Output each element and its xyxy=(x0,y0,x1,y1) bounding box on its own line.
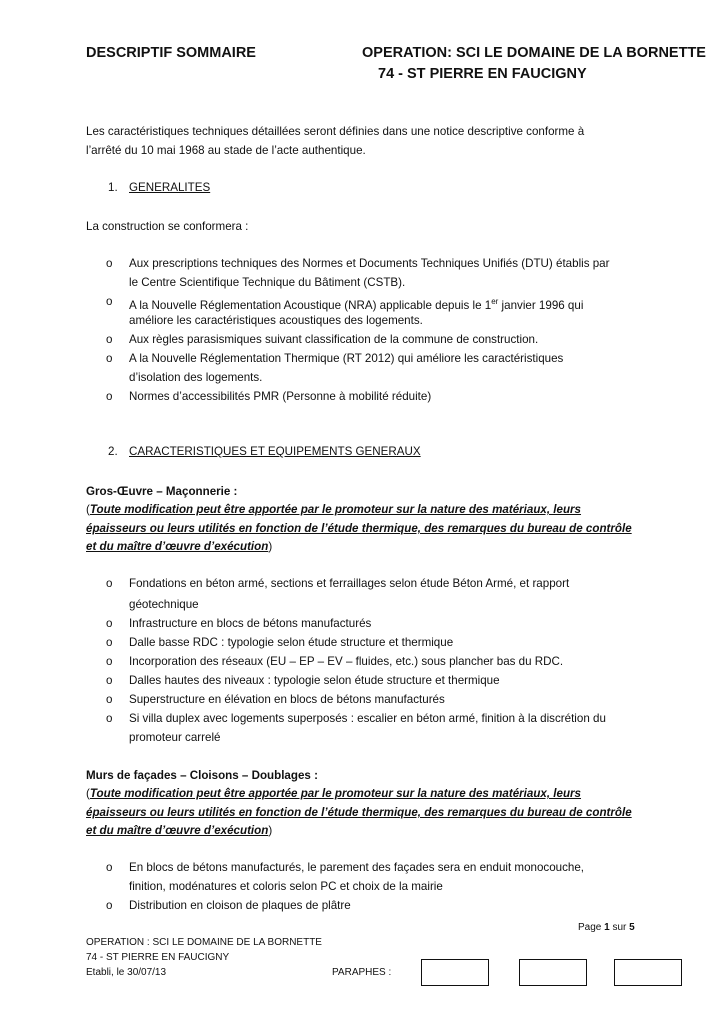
paren-open: ( xyxy=(86,787,90,800)
page-label: sur xyxy=(609,922,630,933)
section-heading: GENERALITES xyxy=(129,181,211,194)
bullet-marker: o xyxy=(106,295,113,308)
note-line xyxy=(86,784,581,803)
list-item: A la Nouvelle Réglementation Thermique (RT 2012) qui améliore les caractéristiques xyxy=(129,352,564,365)
note-line xyxy=(86,537,272,556)
paren-open: ( xyxy=(86,503,90,516)
list-item: Aux prescriptions techniques des Normes et Documents Techniques Unifiés (DTU) établis par xyxy=(129,257,610,270)
section-number: 2. xyxy=(108,445,118,458)
note-text: épaisseurs ou leurs utilités en fonction de l’étude thermique, des remarques du bureau de contrôle xyxy=(86,806,632,819)
list-item-continuation: géotechnique xyxy=(129,598,199,611)
bullet-marker: o xyxy=(106,712,113,725)
initials-box[interactable] xyxy=(519,959,587,986)
bullet-marker: o xyxy=(106,693,113,706)
bullet-marker: o xyxy=(106,655,113,668)
note-text: et du maître d’œuvre d’exécution xyxy=(86,824,269,837)
list-item: Aux règles parasismiques suivant classification de la commune de construction. xyxy=(129,333,539,346)
page-total: 5 xyxy=(629,922,635,933)
document-title: DESCRIPTIF SOMMAIRE xyxy=(86,45,256,61)
footer-date: Etabli, le 30/07/13 xyxy=(86,967,167,978)
intro-line: Les caractéristiques techniques détaillées seront définies dans une notice descriptive conforme à xyxy=(86,125,585,138)
note-text: Toute modification peut être apportée par le promoteur sur la nature des matériaux, leurs xyxy=(89,503,582,516)
list-item: Si villa duplex avec logements superposés : escalier en béton armé, finition à la discrétion du xyxy=(129,712,606,725)
list-item: En blocs de bétons manufacturés, le parement des façades sera en enduit monocouche, xyxy=(129,861,585,874)
list-item: Dalles hautes des niveaux : typologie selon étude structure et thermique xyxy=(129,674,500,687)
footer-location: 74 - ST PIERRE EN FAUCIGNY xyxy=(86,952,230,963)
note-text: et du maître d’œuvre d’exécution xyxy=(86,540,269,553)
section-number: 1. xyxy=(108,181,118,194)
page-label: Page xyxy=(578,922,605,933)
intro-line: l’arrêté du 10 mai 1968 au stade de l’acte authentique. xyxy=(86,144,366,157)
paren-close: ) xyxy=(268,824,273,837)
bullet-marker: o xyxy=(106,899,113,912)
bullet-marker: o xyxy=(106,636,113,649)
page-current: 1 xyxy=(604,922,610,933)
bullet-marker: o xyxy=(106,333,113,346)
page-number xyxy=(578,921,635,935)
bullet-marker: o xyxy=(106,861,113,874)
bullet-marker: o xyxy=(106,617,113,630)
list-item: Incorporation des réseaux (EU – EP – EV – fluides, etc.) sous plancher bas du RDC. xyxy=(129,655,564,668)
list-item-text: A la Nouvelle Réglementation Acoustique (NRA) applicable depuis le 1 xyxy=(129,298,492,312)
note-text: Toute modification peut être apportée par le promoteur sur la nature des matériaux, leurs xyxy=(89,787,582,800)
initials-box[interactable] xyxy=(421,959,489,986)
bullet-marker: o xyxy=(106,674,113,687)
list-item-continuation: d’isolation des logements. xyxy=(129,371,263,384)
subsection-heading: Gros-Œuvre – Maçonnerie : xyxy=(86,485,238,498)
list-item: Distribution en cloison de plaques de plâtre xyxy=(129,899,351,912)
footer-operation: OPERATION : SCI LE DOMAINE DE LA BORNETTE xyxy=(86,937,322,948)
subsection-heading: Murs de façades – Cloisons – Doublages : xyxy=(86,769,318,782)
initials-box[interactable] xyxy=(614,959,682,986)
superscript: er xyxy=(491,297,499,306)
list-item: Dalle basse RDC : typologie selon étude structure et thermique xyxy=(129,636,454,649)
list-item-text: janvier 1996 qui xyxy=(498,298,584,312)
list-item: Infrastructure en blocs de bétons manufacturés xyxy=(129,617,372,630)
list-item: Fondations en béton armé, sections et ferraillages selon étude Béton Armé, et rapport xyxy=(129,577,570,590)
bullet-marker: o xyxy=(106,352,113,365)
section-lead: La construction se conformera : xyxy=(86,220,249,233)
operation-title: OPERATION: SCI LE DOMAINE DE LA BORNETTE xyxy=(362,45,706,61)
note-text: épaisseurs ou leurs utilités en fonction de l’étude thermique, des remarques du bureau de contrôle xyxy=(86,522,632,535)
list-item: Superstructure en élévation en blocs de bétons manufacturés xyxy=(129,693,445,706)
operation-location: 74 - ST PIERRE EN FAUCIGNY xyxy=(378,66,587,82)
list-item-continuation: le Centre Scientifique Technique du Bâtiment (CSTB). xyxy=(129,276,406,289)
note-line xyxy=(86,500,581,519)
bullet-marker: o xyxy=(106,390,113,403)
list-item-continuation: finition, modénatures et coloris selon PC et choix de la mairie xyxy=(129,880,443,893)
paraphes-label: PARAPHES : xyxy=(332,967,392,978)
list-item-continuation: améliore les caractéristiques acoustiques des logements. xyxy=(129,314,423,327)
bullet-marker: o xyxy=(106,257,113,270)
note-line xyxy=(86,821,272,840)
list-item-continuation: promoteur carrelé xyxy=(129,731,221,744)
list-item: Normes d’accessibilités PMR (Personne à mobilité réduite) xyxy=(129,390,432,403)
bullet-marker: o xyxy=(106,577,113,590)
section-heading: CARACTERISTIQUES ET EQUIPEMENTS GENERAUX xyxy=(129,445,421,458)
paren-close: ) xyxy=(268,540,273,553)
